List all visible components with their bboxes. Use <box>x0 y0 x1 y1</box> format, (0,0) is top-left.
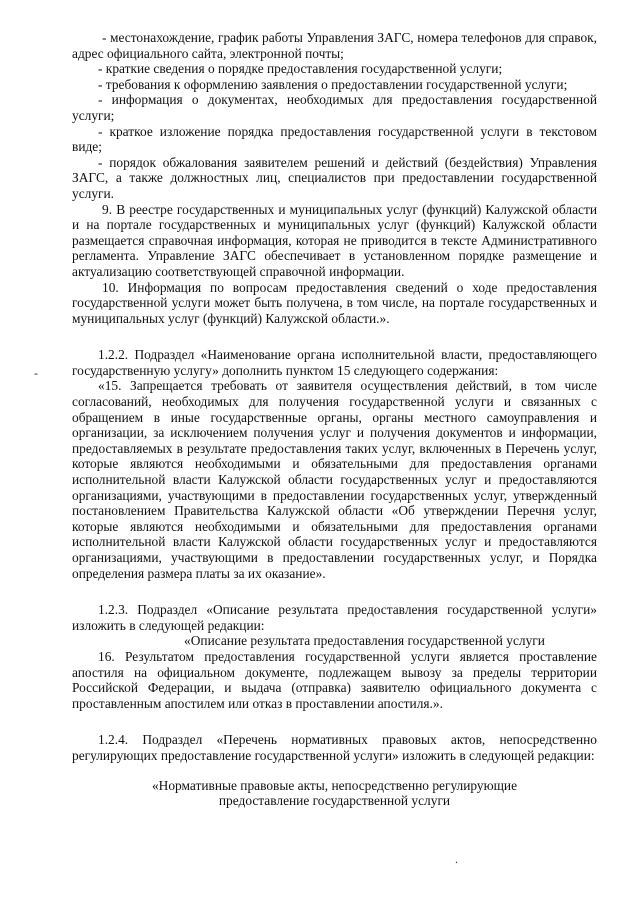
paragraph-list-documents: - информация о документах, необходимых для предоставления государственной услуги; <box>72 92 597 123</box>
paragraph-item-15: «15. Запрещается требовать от заявителя осуществления действий, в том числе согласований, необходимых для получения государственной услуги и связанных с обращением в иные государственные органы, органы местного самоуправления и организации, за исключением получения услуг и получения документов и информации, предоставляемых в результате предоставления таких услуг, включенных в Перечень услуг, которые являются необходимыми и обязательными для предоставления органами исполнительной власти Калужской области государственных услуг и предоставляются организациями, участвующими в предоставлении государственных услуг, утвержденный постановлением Правительства Калужской области «Об утверждении Перечня услуг, которые являются необходимыми и обязательными для предоставления органами исполнительной власти Калужской области государственных услуг и предоставляются организациями, участвующими в предоставлении государственных услуг, и Порядка определения размера платы за их оказание». <box>72 378 597 581</box>
paragraph-list-application-requirements: - требования к оформлению заявления о предоставлении государственной услуги; <box>98 76 568 92</box>
paragraph-list-brief-info: - краткие сведения о порядке предоставления государственной услуги; <box>98 61 503 77</box>
document-page <box>72 30 597 809</box>
paragraph-1-2-2: 1.2.2. Подраздел «Наименование органа исполнительной власти, предоставляющего государственную услугу» дополнить пунктом 15 следующего содержания: <box>72 347 597 378</box>
section-heading-normative-acts-line-2: предоставление государственной услуги <box>218 793 451 809</box>
section-heading-normative-acts-line-1: «Нормативные правовые акты, непосредственно регулирующие <box>151 777 518 793</box>
paragraph-1-2-4: 1.2.4. Подраздел «Перечень нормативных правовых актов, непосредственно регулирующих предоставление государственной услуги» изложить в следующей редакции: <box>72 732 597 763</box>
paragraph-item-16: 16. Результатом предоставления государственной услуги является проставление апостиля на официальном документе, подлежащем вывозу за пределы территории Российской Федерации, и выдача (отправка) заявителю официального документа с проставленным апостилем или отказ в проставлении апостиля.». <box>72 648 597 711</box>
margin-mark: - <box>34 366 38 380</box>
paragraph-list-location: - местонахождение, график работы Управления ЗАГС, номера телефонов для справок, адрес официального сайта, электронной почты; <box>72 30 597 61</box>
paragraph-item-10: 10. Информация по вопросам предоставления сведений о ходе предоставления государственной услуги может быть получена, в том числе, на портале государственных и муниципальных услуг (функций) Калужской области.». <box>72 279 597 326</box>
footer-dot: . <box>455 852 458 866</box>
section-heading-result-description: «Описание результата предоставления государственной услуги <box>184 633 545 649</box>
paragraph-list-appeal-procedure: - порядок обжалования заявителем решений и действий (бездействия) Управления ЗАГС, а также должностных лиц, специалистов при предоставлении государственной услуги. <box>72 154 597 201</box>
paragraph-list-procedure-summary: - краткое изложение порядка предоставления государственной услуги в текстовом виде; <box>72 123 597 155</box>
paragraph-1-2-3: 1.2.3. Подраздел «Описание результата предоставления государственной услуги» изложить в следующей редакции: <box>72 602 597 633</box>
paragraph-item-9: 9. В реестре государственных и муниципальных услуг (функций) Калужской области и на портале государственных и муниципальных услуг (функций) Калужской области размещается справочная информация, которая не приводится в тексте Административного регламента. Управление ЗАГС обеспечивает в установленном порядке размещение и актуализацию соответствующей справочной информации. <box>72 201 597 279</box>
